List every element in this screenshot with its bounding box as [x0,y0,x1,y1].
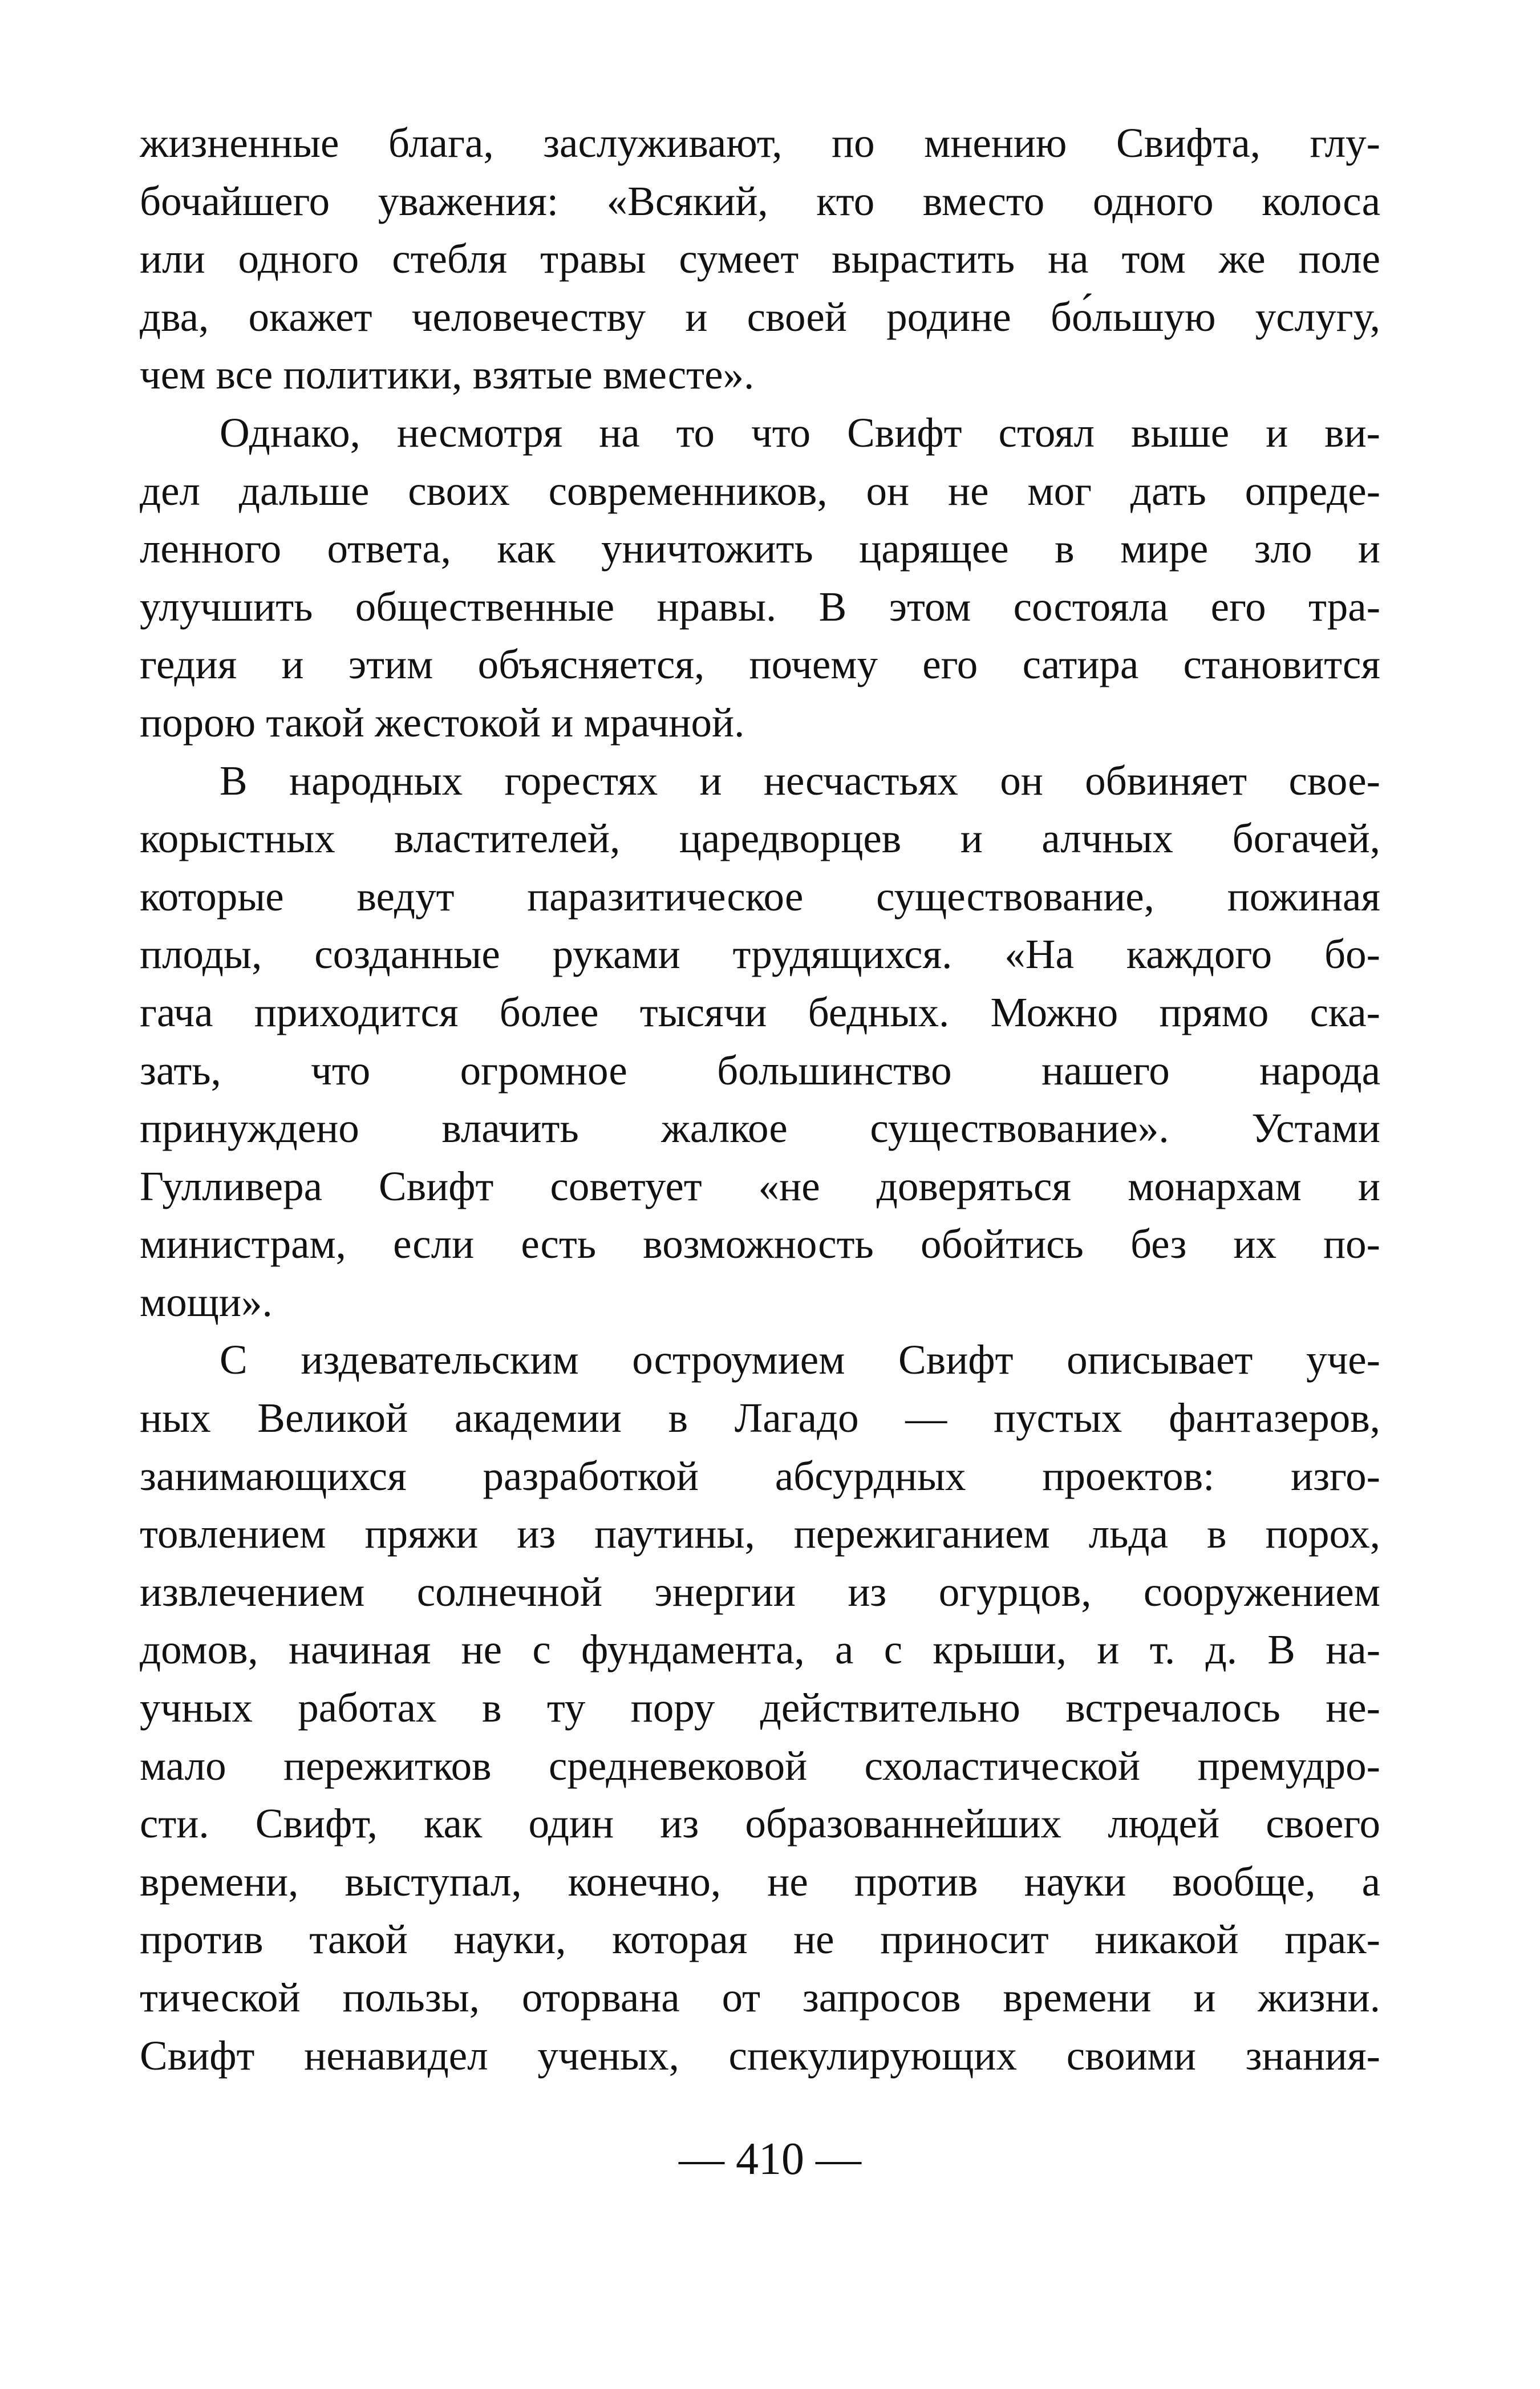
text-line: мощи». [140,1278,273,1325]
text-line: или одного стебля травы сумеет вырастить на том же поле [140,236,1380,282]
text-line: времени, выступал, конечно, не против науки вообще, а [140,1858,1380,1905]
text-line: порою такой жестокой и мрачной. [140,699,745,746]
text-line: гача приходится более тысячи бедных. Можно прямо ска- [140,989,1380,1035]
text-line: товлением пряжи из паутины, пережиганием льда в порох, [140,1511,1380,1557]
text-line: дел дальше своих современников, он не мог дать опреде- [140,467,1380,514]
text-line: гедия и этим объясняется, почему его сатира становится [140,641,1380,688]
text-line: два, окажет человечеству и своей родине бо́льшую услугу, [140,293,1380,340]
page-body [140,114,1380,2084]
text-line: бочайшего уважения: «Всякий, кто вместо одного колоса [140,177,1380,224]
page-number: — 410 — [679,2134,861,2184]
text-line: В народных горестях и несчастьях он обвиняет свое- [220,757,1380,804]
text-line: которые ведут паразитическое существование, пожиная [140,873,1380,920]
text-line: жизненные блага, заслуживают, по мнению Свифта, глу- [140,120,1380,166]
paragraph [140,114,1380,404]
text-line: тической пользы, оторвана от запросов времени и жизни. [140,1974,1380,2020]
text-line: чем все политики, взятые вместе». [140,351,755,398]
text-line: Свифт ненавидел ученых, спекулирующих своими знания- [140,2032,1380,2079]
text-line: зать, что огромное большинство нашего народа [140,1047,1380,1094]
text-line: ленного ответа, как уничтожить царящее в мире зло и [140,525,1380,572]
text-line: Гулливера Свифт советует «не доверяться монархам и [140,1163,1380,1209]
text-line: против такой науки, которая не приносит никакой прак- [140,1916,1380,1963]
text-line: извлечением солнечной энергии из огурцов, сооружением [140,1568,1380,1615]
text-line: домов, начиная не с фундамента, а с крыши, и т. д. В на- [140,1626,1380,1673]
text-line: сти. Свифт, как один из образованнейших людей своего [140,1800,1380,1847]
text-line: плоды, созданные руками трудящихся. «На каждого бо- [140,931,1380,978]
paragraph [140,752,1380,1331]
text-line: учных работах в ту пору действительно встречалось не- [140,1685,1380,1731]
text-line: С издевательским остроумием Свифт описывает уче- [220,1337,1380,1383]
text-line: министрам, если есть возможность обойтись без их по- [140,1221,1380,1268]
text-line: корыстных властителей, царедворцев и алчных богачей, [140,815,1380,862]
text-line: Однако, несмотря на то что Свифт стоял выше и ви- [220,409,1380,456]
text-line: ных Великой академии в Лагадо — пустых фантазеров, [140,1395,1380,1442]
paragraph [140,404,1380,752]
text-line: занимающихся разработкой абсурдных проектов: изго- [140,1452,1380,1499]
text-line: улучшить общественные нравы. В этом состояла его тра- [140,583,1380,630]
text-line: принуждено влачить жалкое существование». Устами [140,1105,1380,1152]
text-line: мало пережитков средневековой схоластической премудро- [140,1742,1380,1789]
paragraph [140,1331,1380,2084]
